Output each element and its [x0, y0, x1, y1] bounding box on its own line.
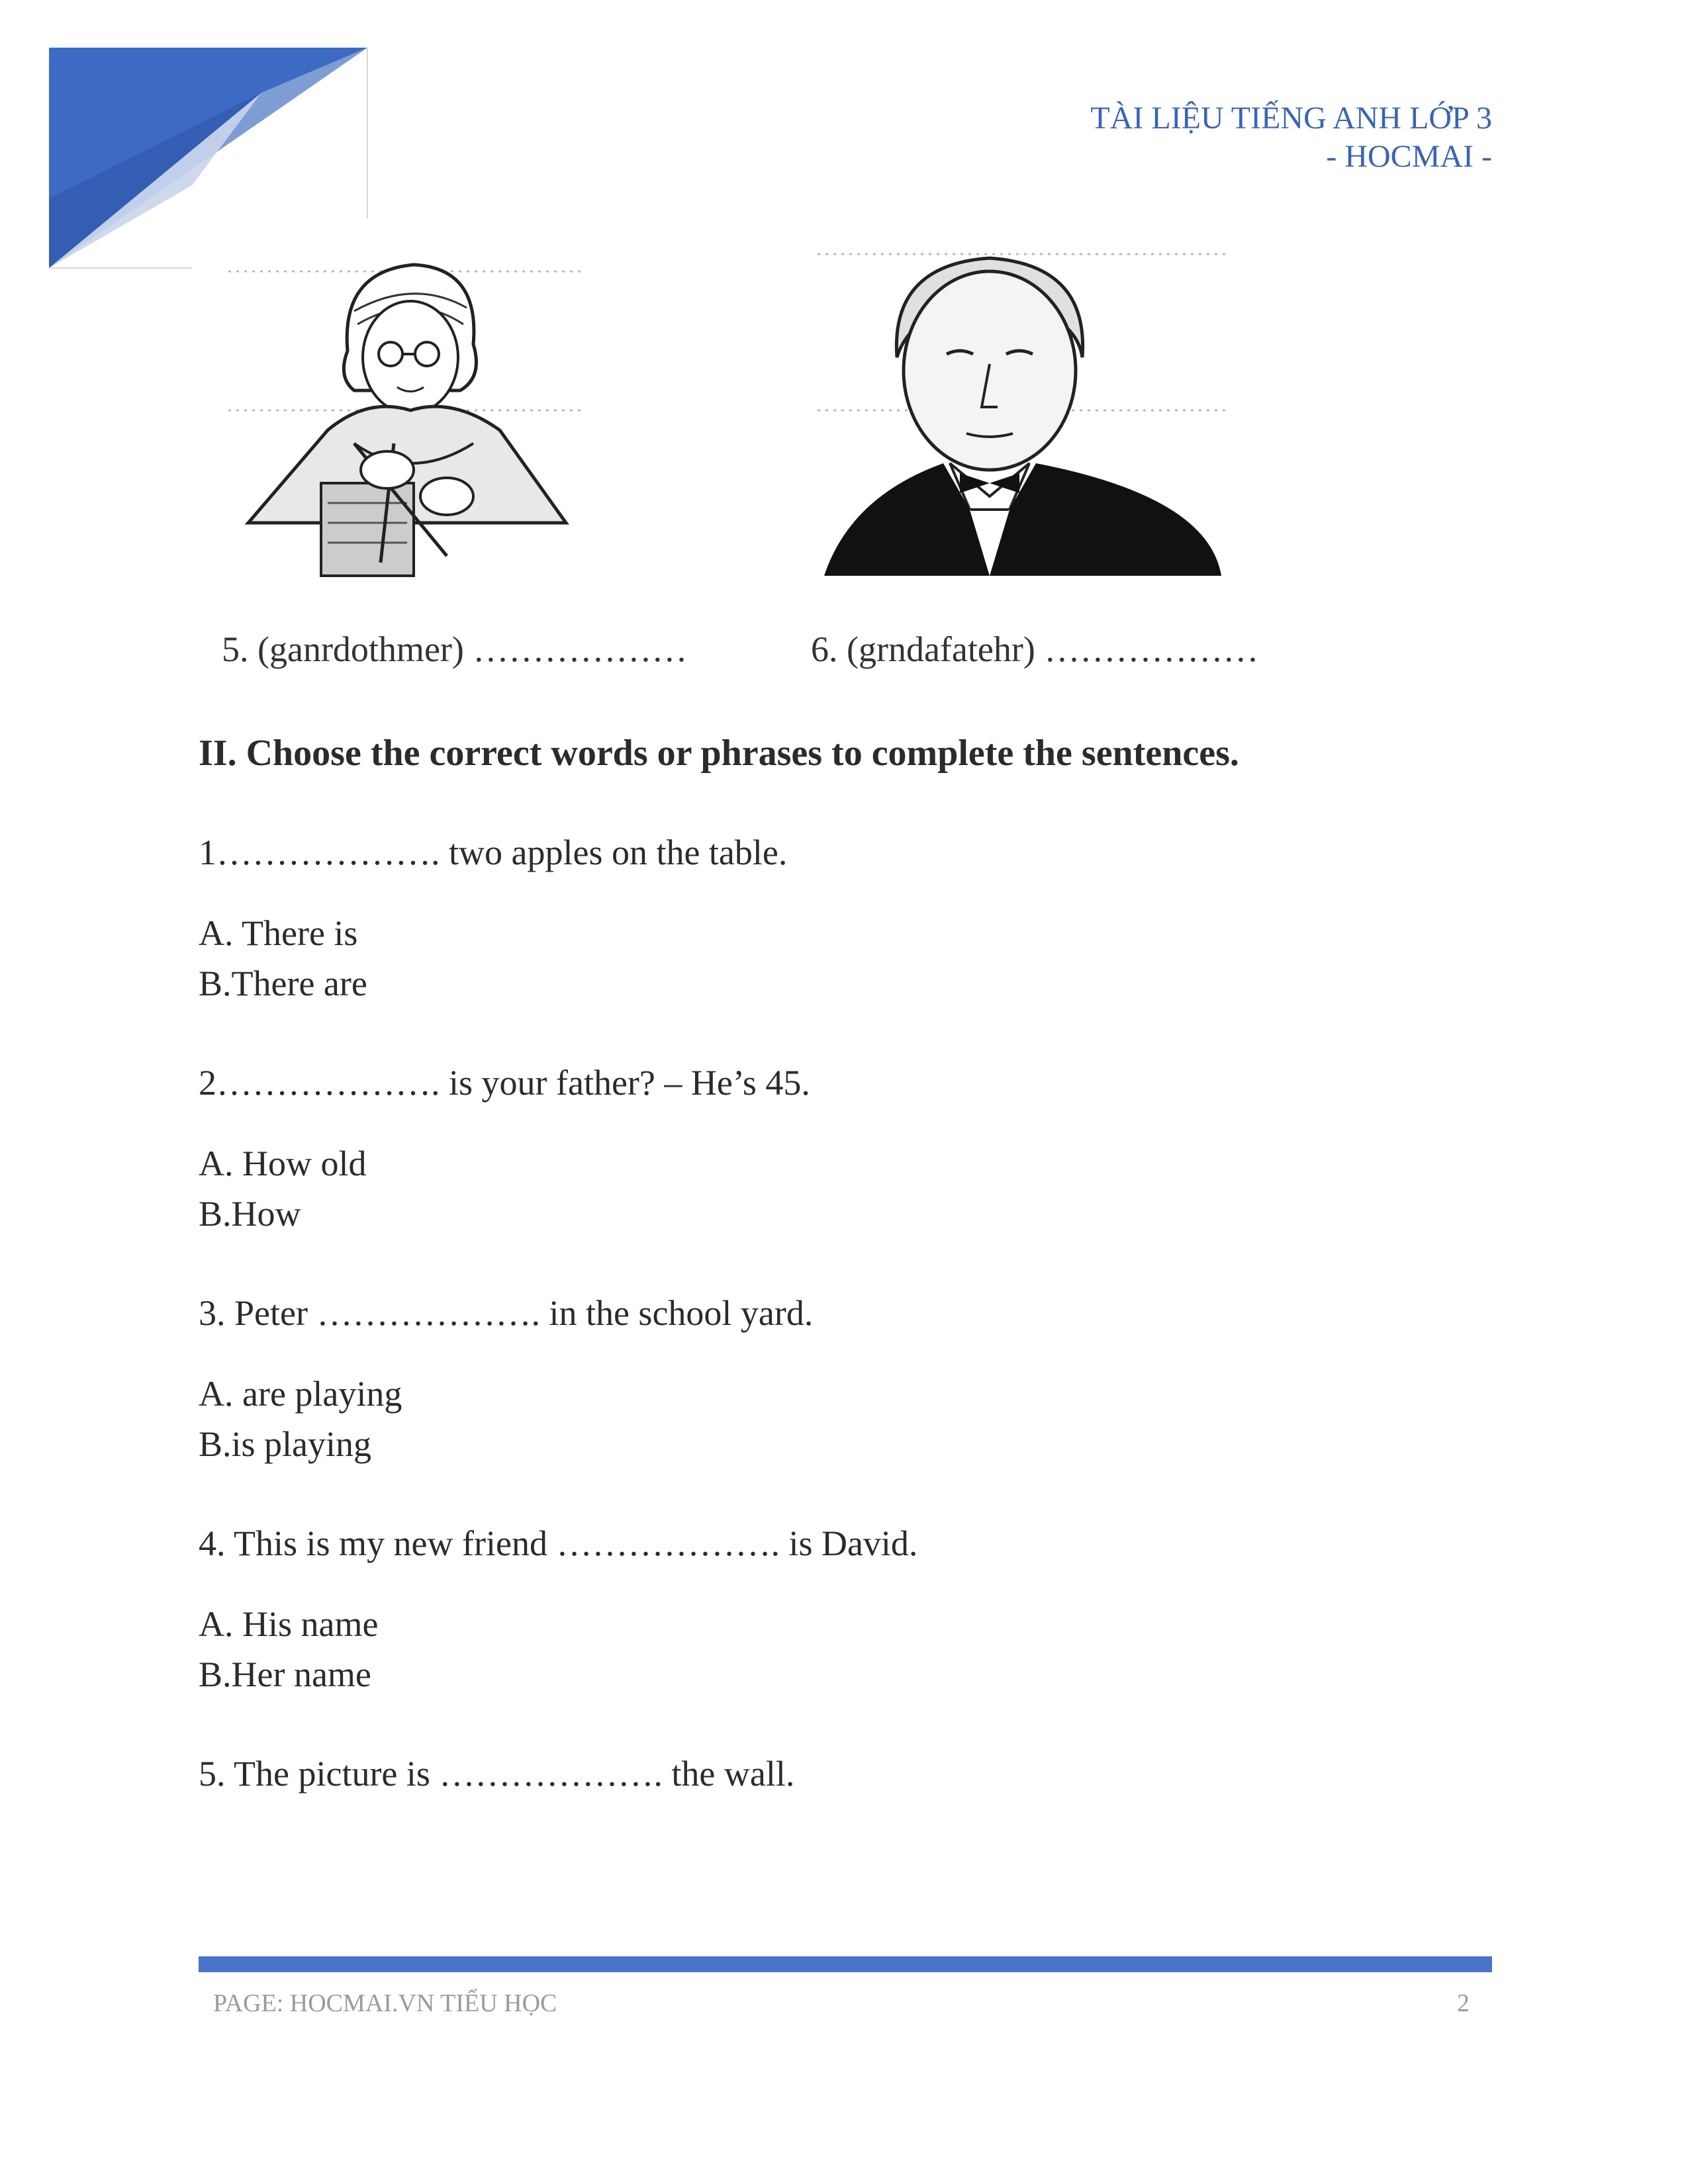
question-2: 2………………. is your father? – He’s 45. [199, 1063, 810, 1103]
picture-caption-5: 5. (ganrdothmer) ……………… [222, 629, 688, 669]
option-3a: A. are playing [199, 1374, 402, 1414]
exercise-content [199, 728, 1496, 1829]
options-2 [199, 1138, 1496, 1239]
footer-text: PAGE: HOCMAI.VN TIỂU HỌC [213, 1989, 557, 2017]
picture-grandmother [222, 245, 592, 589]
grandfather-portrait-illustration [811, 245, 1235, 582]
picture-caption-6: 6. (grndafatehr) ……………… [811, 629, 1259, 669]
question-3: 3. Peter ………………. in the school yard. [199, 1293, 814, 1333]
question-5: 5. The picture is ………………. the wall. [199, 1754, 795, 1794]
corner-decoration [0, 0, 397, 278]
footer-bar [199, 1956, 1492, 1972]
header-subtitle: - HOCMAI - [1326, 139, 1492, 174]
grandmother-knitting-illustration [222, 245, 592, 589]
option-1b: B.There are [199, 964, 367, 1003]
page-number: 2 [1457, 1989, 1470, 2017]
option-1a: A. There is [199, 913, 358, 953]
option-2a: A. How old [199, 1144, 367, 1183]
options-3 [199, 1369, 1496, 1469]
question-4: 4. This is my new friend ………………. is David. [199, 1524, 918, 1563]
options-4 [199, 1599, 1496, 1700]
header-title: TÀI LIỆU TIẾNG ANH LỚP 3 [1090, 101, 1492, 136]
picture-grandfather [811, 245, 1235, 582]
option-4b: B.Her name [199, 1655, 371, 1694]
question-1: 1………………. two apples on the table. [199, 833, 788, 872]
option-2b: B.How [199, 1194, 301, 1234]
option-4a: A. His name [199, 1604, 379, 1644]
page-header [1090, 99, 1492, 176]
options-1 [199, 908, 1496, 1009]
option-3b: B.is playing [199, 1424, 372, 1464]
section-title: II. Choose the correct words or phrases to complete the sentences. [199, 733, 1239, 774]
